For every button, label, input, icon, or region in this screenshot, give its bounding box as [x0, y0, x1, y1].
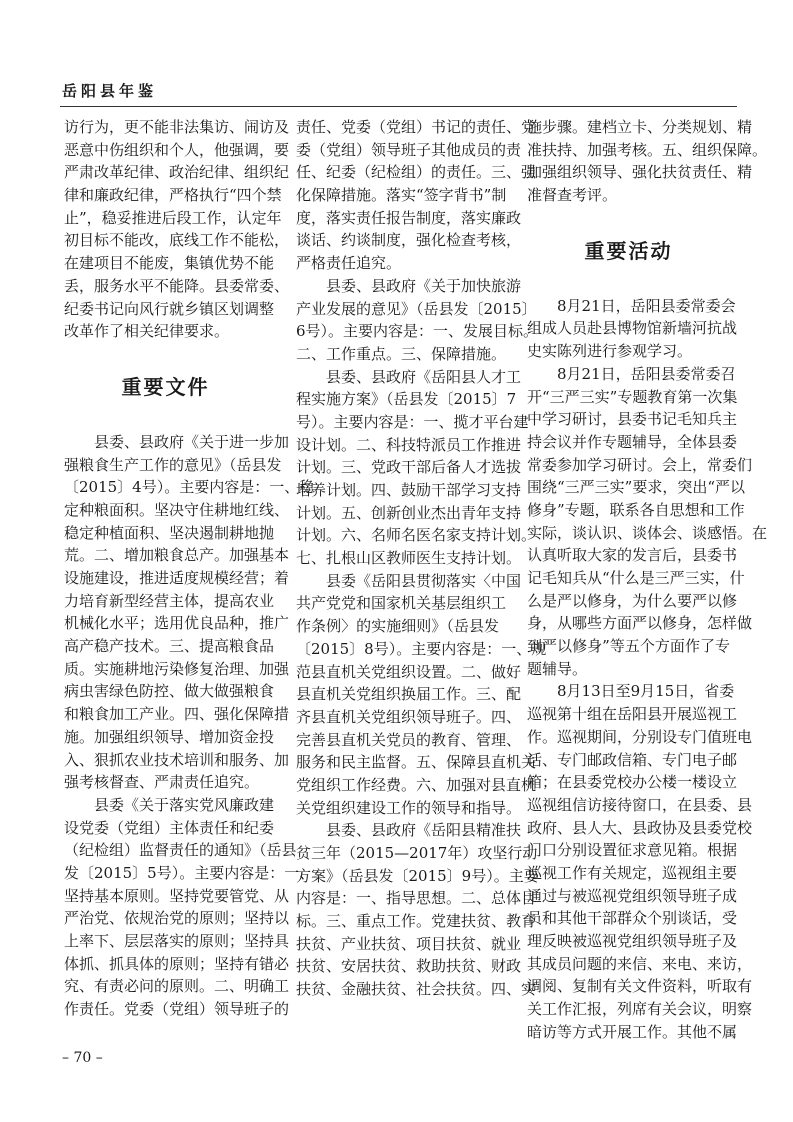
section-heading: 重要文件 [121, 374, 210, 399]
text-column-1 [64, 116, 315, 1021]
text-line: 调阅、复制有关文件资料，听取有 [527, 977, 753, 996]
paragraph [64, 794, 315, 1021]
paragraph [296, 116, 537, 275]
text-line: 政府、县人大、县政协及县委党校 [527, 818, 753, 837]
text-line: 记毛知兵从“什么是三严三实，什 [527, 569, 745, 587]
text-line: 二、工作重点。三、保障措施。 [296, 344, 507, 363]
text-line: 在建项目不能废，集镇优势不能 [64, 254, 275, 273]
text-line: 定种粮面积。坚决守住耕地红线、 [64, 500, 290, 519]
paragraph [64, 431, 315, 794]
text-line: 度，落实责任报告制度，落实廉政 [296, 208, 522, 227]
text-line: 围绕“三严三实”要求，突出“严以 [527, 478, 746, 497]
text-line: 8月21日，岳阳县委常委会 [557, 296, 736, 315]
text-line: 巡视工作有关规定，巡视组主要 [527, 863, 738, 882]
paragraph [296, 819, 539, 1001]
text-line: 其成员问题的来信、来电、来访， [527, 954, 753, 973]
text-line: 作条例〉的实施细则》（岳县发 [296, 617, 499, 636]
text-line: （纪检组）监督责任的通知》（岳县 [64, 841, 297, 860]
paragraph [527, 680, 753, 1043]
paragraph [527, 116, 768, 207]
text-line: 作责任。党委（党组）领导班子的 [64, 1000, 290, 1019]
text-line: 修身”专题，联系各自思想和工作 [527, 500, 745, 519]
text-line: 么是严以修身，为什么要严以修 [527, 591, 738, 610]
text-line: 内容是：一、指导思想。二、总体目 [296, 889, 537, 908]
text-line: 设计划。二、科技特派员工作推进 [296, 435, 522, 454]
text-line: 开“三严三实”专题教育第一次集 [527, 387, 738, 406]
text-line: 病虫害绿色防控、做大做强粮食 [64, 682, 275, 701]
text-line: 8月13日至9月15日，省委 [557, 682, 735, 701]
text-line: 产业发展的意见》（岳县发〔2015〕 [296, 299, 537, 318]
text-line: 常委参加学习研讨。会上，常委们 [527, 455, 753, 474]
text-line: 入、狠抓农业技术培训和服务、加 [64, 750, 290, 769]
text-line: 服务和民主监督。五、保障县直机关 [296, 753, 537, 772]
text-line: 力培育新型经营主体，提高农业 [64, 591, 275, 610]
text-line: 委（党组）领导班子其他成员的责 [296, 140, 522, 159]
paragraph [296, 570, 547, 820]
text-line: 设党委（党组）主体责任和纪委 [64, 818, 275, 837]
paragraph [64, 116, 290, 343]
text-line: 责任、党委（党组）书记的责任、党 [296, 118, 537, 136]
text-line: 话、专门邮政信箱、专门电子邮 [527, 750, 738, 769]
text-line: 巡视组信访接待窗口，在县委、县 [527, 795, 753, 814]
text-line: 巡视第十组在岳阳县开展巡视工 [527, 705, 738, 724]
paragraph [527, 363, 768, 681]
text-line: 标。三、重点工作。党建扶贫、教育 [296, 912, 537, 931]
text-line: 到严以修身”等五个方面作了专 [527, 637, 730, 656]
text-line: 县委《岳阳县贯彻落实〈中国 [326, 571, 522, 590]
text-line: 化保障措施。落实“签字背书”制 [296, 186, 507, 205]
text-line: 关工作汇报，列席有关会议，明察 [527, 1000, 753, 1019]
text-line: 范县直机关党组织设置。二、做好 [296, 662, 522, 681]
text-line: 县委、县政府《岳阳县人才工 [326, 367, 522, 386]
text-line: 员和其他干部群众个别谈话，受 [527, 909, 738, 928]
text-line: 机械化水平；选用优良品种，推广 [64, 614, 290, 633]
text-line: 理反映被巡视党组织领导班子及 [527, 932, 738, 950]
text-line: 6号）。主要内容是：一、发展目标。 [296, 322, 539, 341]
text-line: 坚持基本原则。坚持党要管党、从 [64, 886, 290, 905]
text-line: 究、有责必问的原则。二、明确工 [64, 977, 290, 996]
text-line: 七、扎根山区教师医生支持计划。 [296, 549, 522, 568]
text-line: 作。巡视期间，分别设专门值班电 [527, 727, 753, 746]
text-line: 计划。五、创新创业杰出青年支持 [296, 503, 522, 522]
text-line: 身，从哪些方面严以修身，怎样做 [527, 614, 753, 633]
text-line: 程实施方案》（岳县发〔2015〕7 [296, 390, 517, 409]
paragraph [296, 275, 539, 366]
text-line: 严治党、依规治党的原则；坚持以 [64, 909, 290, 928]
text-line: 加强组织领导、强化扶贫责任、精 [527, 163, 753, 182]
text-line: 县委、县政府《岳阳县精准扶 [326, 821, 522, 840]
text-line: 扶贫、金融扶贫、社会扶贫。四、实 [296, 980, 537, 999]
text-line: 丢，服务水平不能降。县委常委、 [64, 276, 290, 295]
text-line: 施。加强组织领导、增加资金投 [64, 727, 275, 746]
text-line: 施步骤。建档立卡、分类规划、精 [527, 118, 753, 136]
text-line: 箱；在县委党校办公楼一楼设立 [527, 773, 738, 792]
text-line: 谈话、约谈制度，强化检查考核， [296, 231, 522, 250]
text-line: 发〔2015〕5号）。主要内容是：一、 [64, 863, 315, 882]
text-line: 和粮食加工产业。四、强化保障措 [64, 705, 290, 724]
text-line: 质。实施耕地污染修复治理、加强 [64, 659, 290, 678]
header-rule [60, 106, 737, 107]
text-line: 扶贫、产业扶贫、项目扶贫、就业 [296, 934, 522, 953]
text-line: 体抓、抓具体的原则；坚持有错必 [64, 954, 290, 973]
text-line: 组成人员赴县博物馆新墙河抗战 [527, 319, 738, 338]
text-line: 计划。三、党政干部后备人才选拔 [296, 458, 522, 477]
text-line: 纪委书记向风行就乡镇区划调整 [64, 299, 275, 318]
text-line: 止”，稳妥推进后段工作，认定年 [64, 208, 282, 227]
text-line: 初目标不能改，底线工作不能松， [64, 231, 290, 250]
text-line: 暗访等方式开展工作。其他不属 [527, 1022, 738, 1041]
text-line: 实际，谈认识、谈体会、谈感悟。在 [527, 523, 768, 542]
text-line: 方案》（岳县发〔2015〕9号）。主要 [296, 866, 539, 885]
text-line: 准督查考评。 [527, 186, 618, 205]
text-line: 县委、县政府《关于加快旅游 [326, 276, 522, 295]
text-line: 上率下、层层落实的原则；坚持具 [64, 932, 290, 950]
text-line: 恶意中伤组织和个人，他强调，要 [64, 140, 290, 159]
text-line: 稳定种植面积、坚决遏制耕地抛 [64, 523, 275, 542]
running-head: 岳阳县年鉴 [62, 82, 158, 100]
text-line: 党组织工作经费。六、加强对县直机 [296, 775, 537, 794]
text-line: 持会议并作专题辅导，全体县委 [527, 432, 738, 451]
text-line: 中学习研讨，县委书记毛知兵主 [527, 410, 738, 429]
text-line: 认真听取大家的发言后，县委书 [527, 546, 738, 565]
text-line: 设施建设，推进适度规模经营；着 [64, 569, 290, 587]
text-line: 〔2015〕8号）。主要内容是：一、规 [296, 639, 547, 658]
text-line: 〔2015〕4号）。主要内容是：一、稳 [64, 478, 315, 497]
text-line: 培养计划。四、鼓励干部学习支持 [296, 481, 522, 499]
text-line: 史实陈列进行参观学习。 [527, 342, 693, 361]
paragraph [296, 366, 537, 570]
text-line: 县委、县政府《关于进一步加 [94, 432, 290, 451]
page-number: – 70 – [62, 1050, 103, 1066]
text-line: 计划。六、名师名医名家支持计划。 [296, 526, 537, 545]
text-line: 县委《关于落实党风廉政建 [94, 795, 275, 814]
text-column-3 [527, 116, 768, 1043]
text-line: 任、纪委（纪检组）的责任。三、强 [296, 163, 537, 182]
text-line: 齐县直机关党组织领导班子。四、 [296, 707, 522, 726]
text-line: 访行为，更不能非法集访、闹访及 [64, 118, 290, 136]
text-line: 共产党党和国家机关基层组织工 [296, 594, 507, 613]
text-line: 强考核督查、严肃责任追究。 [64, 773, 260, 792]
text-line: 通过与被巡视党组织领导班子成 [527, 886, 738, 905]
text-line: 准扶持、加强考核。五、组织保障。 [527, 140, 768, 159]
text-line: 贫三年（2015—2017年）攻坚行动 [296, 844, 538, 862]
text-line: 号）。主要内容是：一、揽才平台建 [296, 412, 529, 431]
text-line: 完善县直机关党员的教育、管理、 [296, 730, 522, 749]
text-line: 严肃改革纪律、政治纪律、组织纪 [64, 163, 290, 182]
text-line: 8月21日，岳阳县委常委召 [557, 364, 736, 383]
text-line: 门口分别设置征求意见箱。根据 [527, 841, 738, 860]
text-line: 严格责任追究。 [296, 254, 402, 273]
text-column-2 [296, 116, 547, 1001]
text-line: 关党组织建设工作的领导和指导。 [296, 798, 522, 817]
text-line: 改革作了相关纪律要求。 [64, 322, 230, 341]
text-line: 扶贫、安居扶贫、救助扶贫、财政 [296, 957, 522, 976]
section-heading: 重要活动 [584, 238, 673, 263]
text-line: 律和廉政纪律，严格执行“四个禁 [64, 186, 282, 205]
text-line: 题辅导。 [527, 659, 588, 678]
text-line: 荒。二、增加粮食总产。加强基本 [64, 546, 290, 565]
text-line: 县直机关党组织换届工作。三、配 [296, 685, 522, 704]
text-line: 高产稳产技术。三、提高粮食品 [64, 637, 275, 656]
text-line: 强粮食生产工作的意见》（岳县发 [64, 455, 282, 474]
paragraph [527, 295, 738, 363]
